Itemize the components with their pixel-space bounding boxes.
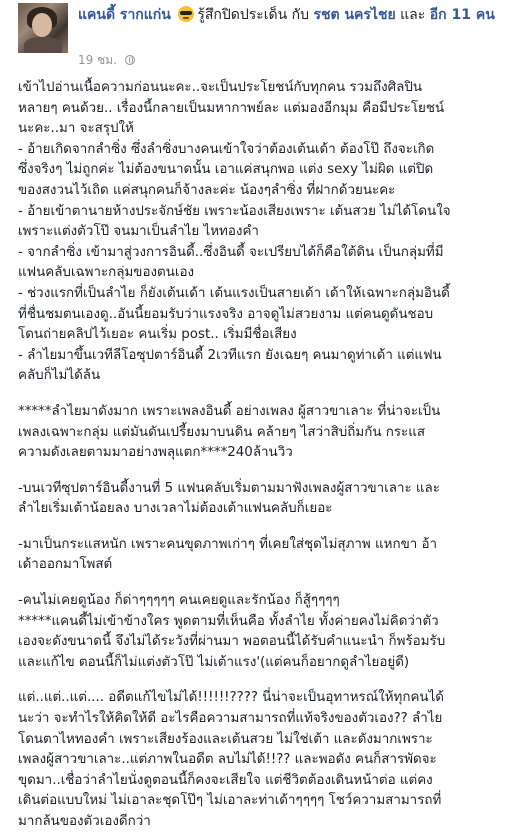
post-text-line: *****ลำไยมาดังมาก เพราะเพลงอินดี้ อย่างเพลง ผู้สาวขาเลาะ ที่น่าจะเป็น (18, 403, 441, 419)
post-text-line: - ช่วงแรกที่เป็นลำไย ก็ยังเต้นเด้า เต้นแรงเป็นสายเด้า เด้าให้เฉพาะกลุ่มอินดี้ (18, 285, 450, 301)
post-text-line: -บนเวทีซุปตาร์อินดี้งานที่ 5 แฟนคลับเริ่มตามมาฟังเพลงผู้สาวขาเลาะ และ (18, 480, 440, 496)
connector-text: และ (400, 7, 426, 23)
post-text-line: ที่ชื่นชมตนเองดู..อันนี้ยอมรับว่าแรงจริง อาจดูไม่สวยงาม แต่คนดูดันชอบ (18, 306, 434, 322)
post-text-line: เพลงผู้สาวขาเลาะ..แต่ภาพในอดีต ลบไม่ได้!!?? และพอดัง คนก็สารพัดจะ (18, 752, 437, 768)
post-text-line: หลายๆ คนด้วย.. เรื่องนี้กลายเป็นมหากาพย์ละ แต่มองอีกมุม คือมีประโยชน์ (18, 100, 445, 116)
cool-sunglasses-emoji-icon (178, 6, 194, 22)
post-text-line: - จากลำซิ่ง เข้ามาสู่วงการอินดี้..ซึ่งอินดี้ จะเปรียบได้ก็คือใต้ดิน เป็นกลุ่มที่มี (18, 244, 444, 260)
tagged-person-link[interactable]: รชต นครไชย (313, 7, 396, 23)
post-paragraph (18, 78, 501, 387)
post-text-line: - อ้ายเกิดจากลำซิ่ง ซึ่งลำซิ่งบางคนเข้าใจว่าต้องเต้นเด้า ต้องโป๊ ถึงจะเกิด (18, 141, 435, 157)
post-text-line: ลำไยเริ่มเต้าน้อยลง บางเวลาไม่ต้องเต้าแฟนคลับก็เยอะ (18, 501, 333, 517)
post-paragraph (18, 535, 501, 576)
post-text-line: -คนไม่เคยดูน้อง ก็ด่าๆๆๆๆๆ คนเคยดูและรักน้อง ก็สู้ๆๆๆๆ (18, 593, 340, 609)
post-paragraph (18, 479, 501, 520)
avatar-face (32, 13, 52, 37)
post-text-line: ความดังเลยตามมาอย่างพลุแตก****240ล้านวิว (18, 445, 293, 461)
post-text-line: - อ้ายเข้าตานายห้างประจักษ์ชัย เพราะน้องเสียงเพราะ เต้นสวย ไม่ได้โดนใจ (18, 203, 451, 219)
post-text-line: เดินต่อแบบใหม่ ไม่เอาละชุดโป๊ๆ ไม่เอาละท่าเด้าๆๆๆๆ โชว์ความสามารถที่ (18, 793, 442, 809)
post-text-line: เองจะดังขนาดนี้ จึงไม่ได้ระวังที่ผ่านมา พอตอนนี้ได้รับคำแนะนำ ก็พร้อมรับ (18, 634, 446, 650)
post-text-line: *****แคนดี้ไม่เข้าข้างใคร พูดตามที่เห็นคือ ทั้งลำไย ทั้งค่ายคงไม่คิดว่าตัว (18, 613, 439, 629)
post-text-line: และแก้ไข ตอนนี้ก็ไม่แต่งตัวโป๊ ไม่เต้าแรง'(แต่คนก็อยากดูลำไยอยู่ดี) (18, 654, 410, 670)
post-paragraph (18, 688, 501, 832)
globe-icon[interactable] (125, 55, 135, 65)
post-text-line: -มาเป็นกระแสหนัก เพราะคนขุดภาพเก่าๆ ที่เคยใส่ชุดไม่สุภาพ แหกขา อ้า (18, 536, 438, 552)
post-text-line: นะว่า จะทำไรให้คิดให้ดี อะไรคือความสามารถที่แท้จริงของตัวเอง?? ลำไย (18, 711, 443, 727)
post-text-line: แต่..แต่..แต่.... อดีตแก้ไขไม่ได้!!!!!!???? นี่น่าจะเป็นอุทาหรณ์ให้ทุกคนได้ (18, 690, 445, 706)
post-text-line: - ลำไยมาขึ้นเวทีลีโอซุปตาร์อินดี้ 2เวทีแรก ยังเฉยๆ คนมาดูท่าเด้า แต่แฟน (18, 347, 442, 363)
post-text-line: เข้าไปอ่านเนื้อความก่อนนะคะ..จะเป็นประโยชน์กับทุกคน รวมถึงศิลปิน (18, 80, 422, 95)
post-text-line: เพลงเฉพาะกลุ่ม แต่มันดันเปรี้ยงมาบนดิน คล้ายๆ ไสว่าสิบ่ถิ่มกัน กระแส (18, 424, 426, 440)
author-name-link[interactable]: แคนดี้ รากแก่น (78, 7, 171, 23)
post-text-line: เพราะแต่งตัวโป๊ จนมาเป็นลำไย ไหทองคำ (18, 224, 259, 240)
post-text-line: ซึ่งจริงๆ ไม่ถูกค่ะ ไม่ต้องขนาดนั้น เอาแค่สนุกพอ แต่ง sexy ไม่ผิด แต่ปิด (18, 162, 434, 178)
feeling-text: รู้สึกปิดประเด็น กับ (197, 7, 310, 23)
author-avatar[interactable] (18, 3, 68, 53)
post-text-line: คลับก็ไม่ได้ล้น (18, 368, 101, 384)
post-text-line: ขุดมา..เชื่อว่าลำไยนั่งดูตอนนี้ก็คงจะเสียใจ แต่ชีวิตต้องเดินหน้าต่อ แต่คง (18, 772, 433, 788)
avatar-body (24, 37, 62, 53)
post-text-line: ของสงวนไว้เถิด แค่สนุกคนก็จ้างละค่ะ น้องๆลำซิ่ง ที่ฝากด้วยนะคะ (18, 182, 396, 198)
post-paragraph (18, 591, 501, 673)
tagged-others-link[interactable]: อีก 11 คน (429, 7, 495, 23)
post-text-line: โดนตาไหทองคำ เพราะเสียงร้องและเต้นสวย ไม่ใช่เต้า และดังมากเพราะ (18, 731, 433, 747)
post-text-line: เด้าออกมาโพสต์ (18, 557, 113, 573)
post-paragraph (18, 402, 501, 464)
post-text-line: นะคะ..มา จะสรุปให้ (18, 121, 134, 137)
post-timestamp-link[interactable]: 19 ชม. (78, 53, 117, 67)
post-headline (78, 4, 508, 26)
post-body (18, 78, 503, 833)
post-text-line: โดนถ่ายคลิปไว้เยอะ คนเริ่ม post.. เริ่มมีชื่อเสียง (18, 327, 297, 343)
post-header (18, 0, 503, 78)
post-meta (78, 52, 135, 68)
post-text-line: แฟนคลับเฉพาะกลุ่มของตนเอง (18, 265, 195, 281)
post-text-line: มากล้นของตัวเองดีกว่า (18, 814, 151, 829)
